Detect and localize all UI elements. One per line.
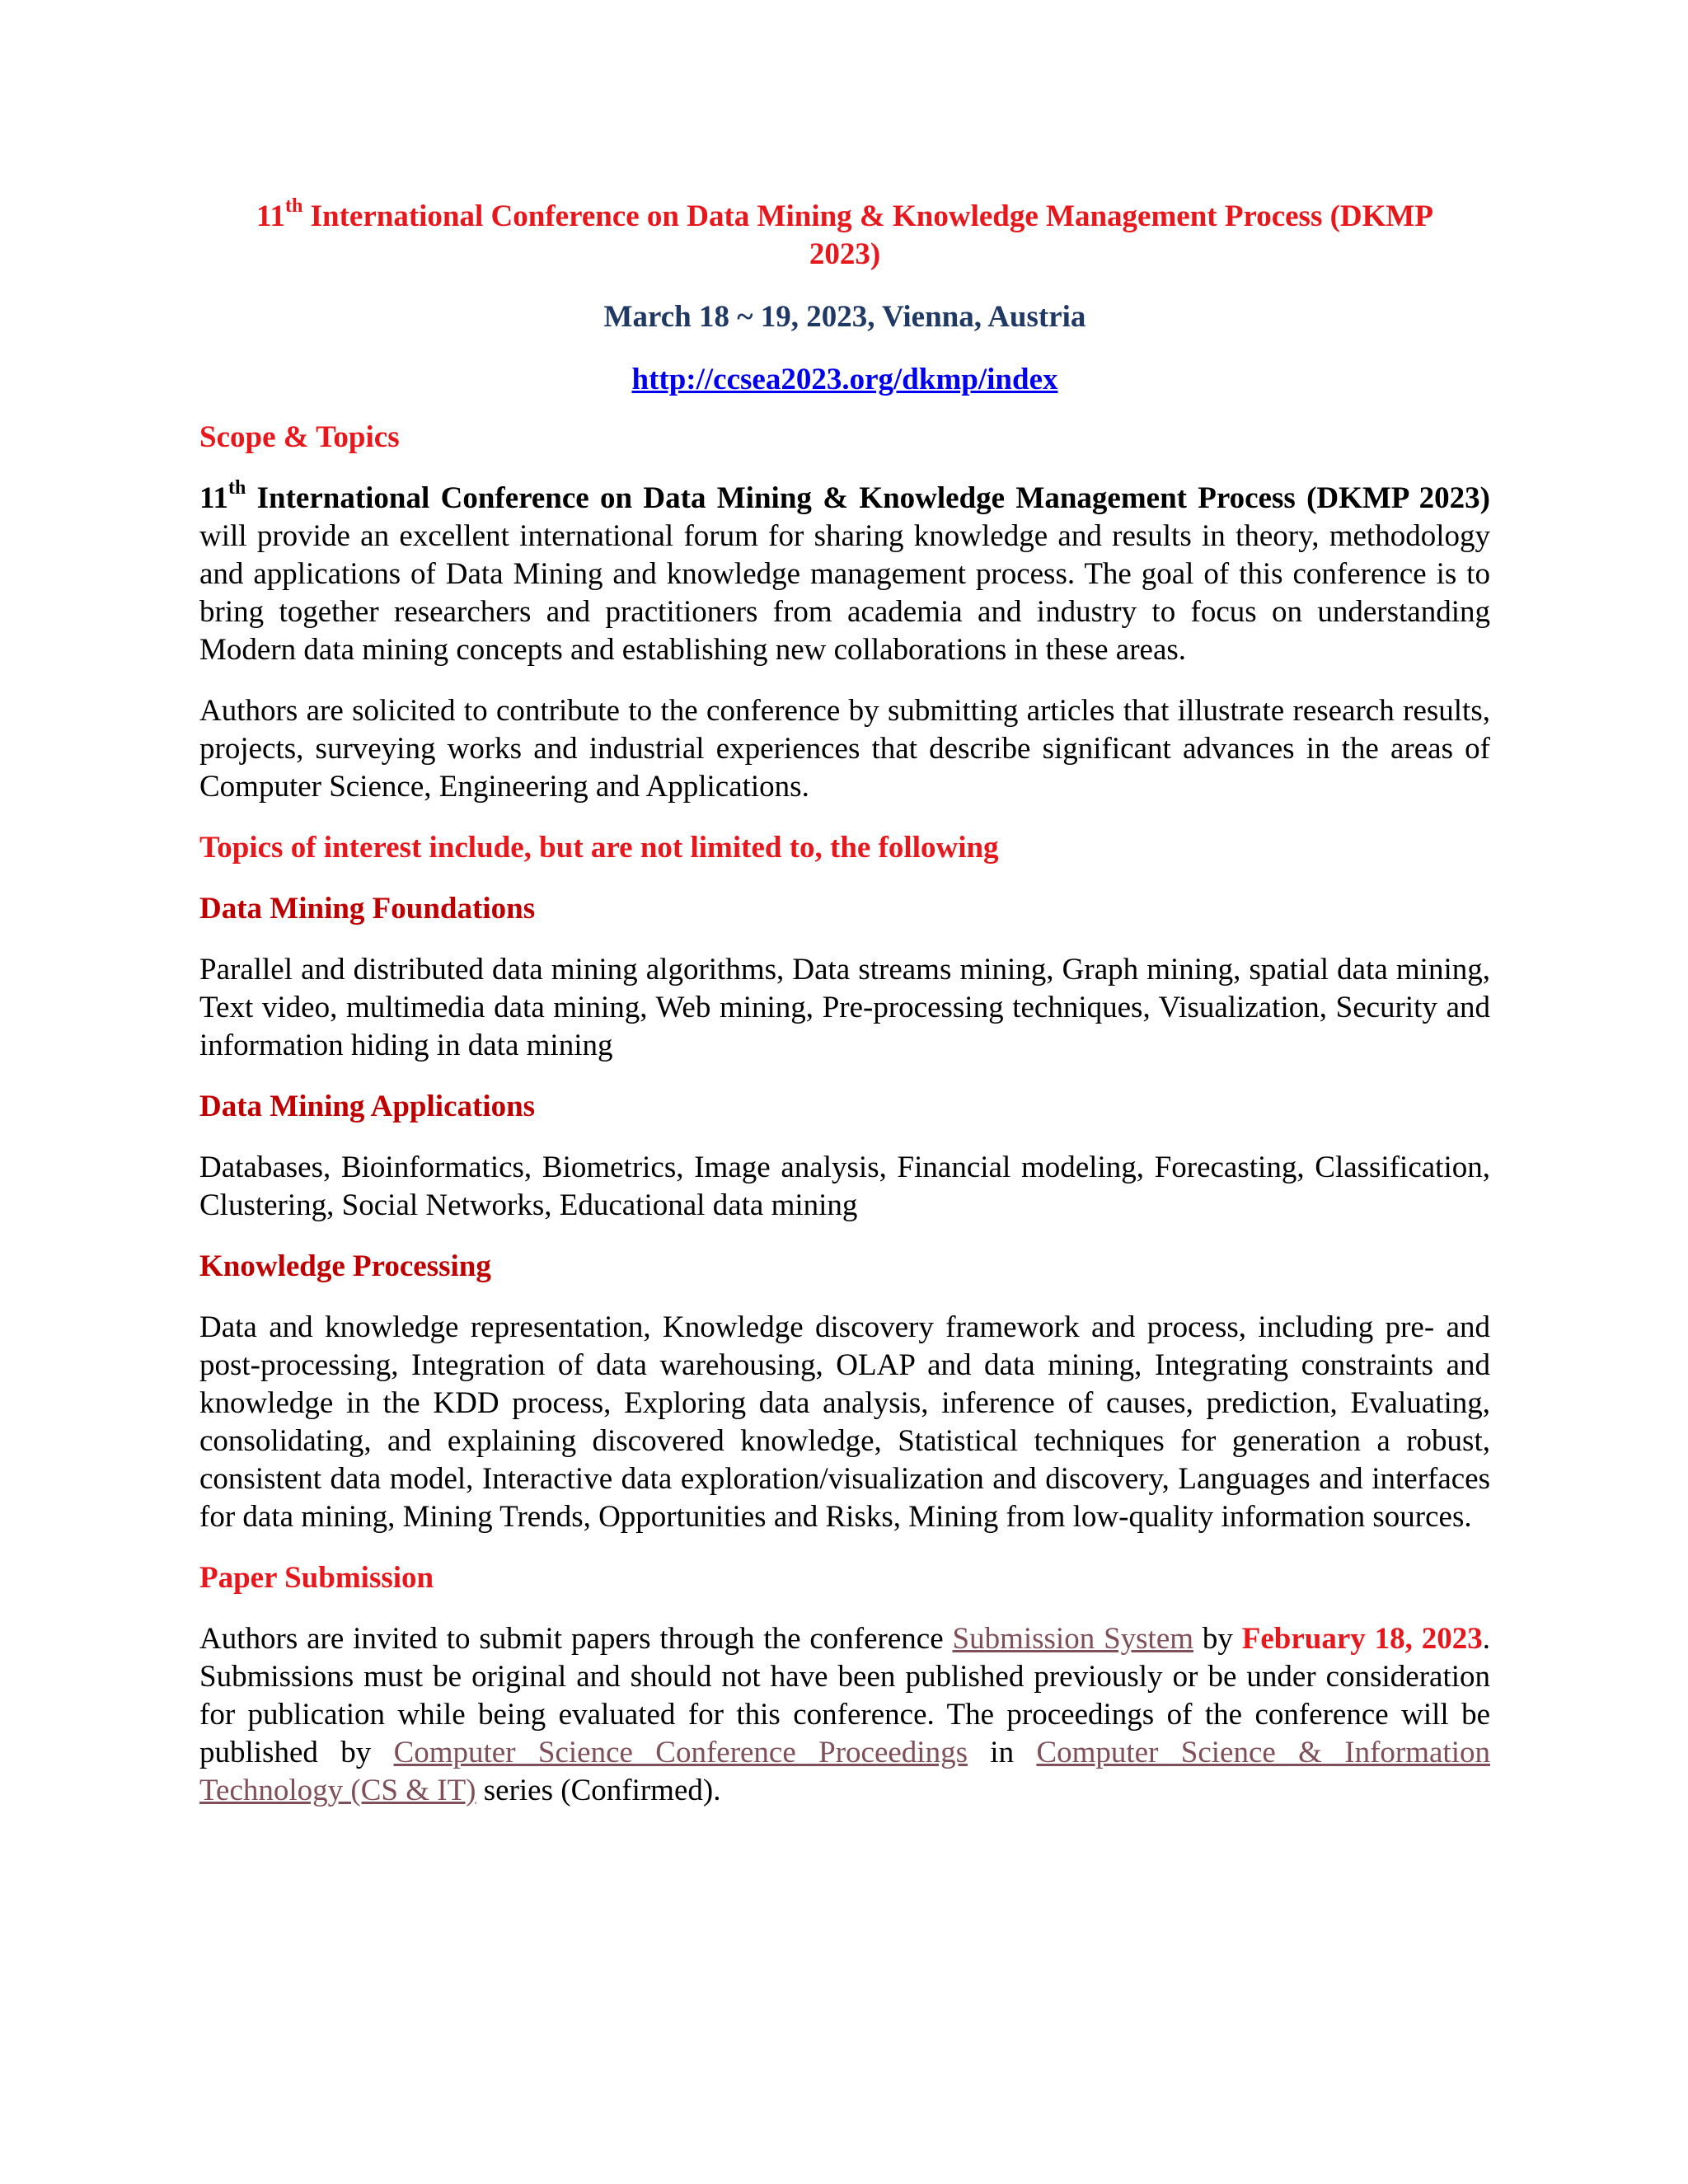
title-superscript: th <box>285 194 303 217</box>
topics-heading: Topics of interest include, but are not limited to, the following <box>199 831 999 865</box>
submission-text-3: . Submissions must be original and should not have been published previously or be under consideration for publication while being evaluated for this conference. The proceedings of the conference will be published by <box>199 1622 1490 1769</box>
submission-system-link[interactable]: Submission System <box>952 1622 1194 1656</box>
section-text-foundations: Parallel and distributed data mining algorithms, Data streams mining, Graph mining, spatial data mining, Text video, multimedia data mining, Web mining, Pre-processing techniques, Visualization, Security and information hiding in data mining <box>199 953 1490 1062</box>
section-title-knowledge-processing: Knowledge Processing <box>199 1249 491 1283</box>
section-text-applications: Databases, Bioinformatics, Biometrics, Image analysis, Financial modeling, Forecasting, Classification, Clustering, Social Networks, Educational data mining <box>199 1151 1490 1222</box>
submission-paragraph <box>199 1620 1490 1810</box>
submission-text-1: Authors are invited to submit papers through the conference <box>199 1622 953 1656</box>
section-title-foundations: Data Mining Foundations <box>199 892 536 926</box>
scope-paragraph-1 <box>199 476 1490 669</box>
page-content <box>199 194 1490 1810</box>
conference-url-link[interactable]: http://ccsea2023.org/dkmp/index <box>631 363 1058 396</box>
section-text-knowledge-processing: Data and knowledge representation, Knowledge discovery framework and process, including pre- and post-processing, Integration of data warehousing, OLAP and data mining, Integrating constraints and knowledge in the KDD process, Exploring data analysis, inference of causes, prediction, Evaluating, consolidating, and explaining discovered knowledge, Statistical techniques for generation a robust, consistent data model, Interactive data exploration/visualization and discovery, Languages and interfaces for data mining, Mining Trends, Opportunities and Risks, Mining from low-quality information sources. <box>199 1310 1490 1534</box>
section-title-applications: Data Mining Applications <box>199 1090 536 1123</box>
submission-deadline: February 18, 2023 <box>1241 1622 1483 1656</box>
submission-heading: Paper Submission <box>199 1561 434 1595</box>
scope-bold-title: International Conference on Data Mining & Knowledge Management Process (DKMP 2023) <box>246 481 1490 515</box>
submission-text-4: in <box>967 1736 1037 1769</box>
conference-url-line <box>199 361 1490 399</box>
proceedings-link[interactable]: Computer Science Conference Proceedings <box>393 1736 968 1769</box>
scope-bold-number: 11 <box>199 481 228 515</box>
submission-text-2: by <box>1193 1622 1242 1656</box>
title-text-line1: International Conference on Data Mining & Knowledge Management Process (DKMP <box>302 199 1433 233</box>
title-number: 11 <box>256 199 286 233</box>
scope-paragraph-1-text: will provide an excellent international forum for sharing knowledge and results in theory, methodology and applications of Data Mining and knowledge management process. The goal of this conference is to bring together researchers and practitioners from academia and industry to focus on understanding Modern data mining concepts and establishing new collaborations in these areas. <box>199 519 1490 667</box>
cs-it-series-link[interactable]: Computer Science & Information Technology (CS & IT) <box>199 1736 1490 1807</box>
title-text-line2: 2023) <box>809 237 881 271</box>
scope-paragraph-2: Authors are solicited to contribute to the conference by submitting articles that illustrate research results, projects, surveying works and industrial experiences that describe significant advances in the areas of Computer Science, Engineering and Applications. <box>199 694 1490 804</box>
submission-text-5: series (Confirmed). <box>476 1774 721 1807</box>
scope-heading: Scope & Topics <box>199 420 400 454</box>
scope-bold-superscript: th <box>227 476 246 499</box>
conference-title <box>199 194 1490 274</box>
conference-dates: March 18 ~ 19, 2023, Vienna, Austria <box>603 300 1086 334</box>
